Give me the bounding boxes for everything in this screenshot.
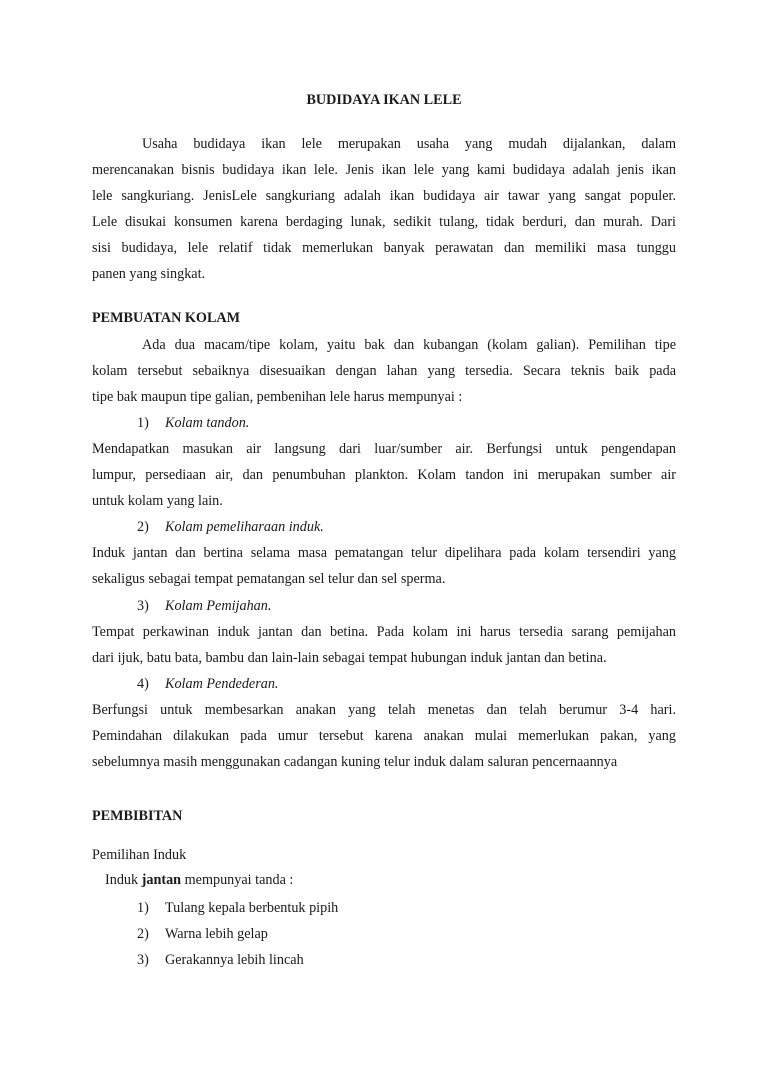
list-number: 2) bbox=[137, 926, 149, 942]
list-item bbox=[137, 899, 338, 917]
intro-line: sisi budidaya, lele relatif tidak memerlukan banyak perawatan dan memiliki masa tunggu bbox=[92, 240, 676, 256]
intro-bold-text: jantan bbox=[141, 872, 182, 888]
kolam-item-name: Kolam Pendederan. bbox=[165, 676, 279, 692]
pembibitan-intro bbox=[105, 871, 293, 889]
list-item bbox=[137, 951, 304, 969]
intro-line: Lele disukai konsumen karena berdaging lunak, sedikit tulang, tidak berduri, dan murah. Dari bbox=[92, 214, 676, 230]
list-number: 2) bbox=[137, 519, 149, 535]
list-item bbox=[137, 925, 268, 943]
kolam-intro-line: kolam tersebut sebaiknya disesuaikan dengan lahan yang tersedia. Secara teknis baik pada bbox=[92, 363, 676, 379]
kolam-item-desc-line: untuk kolam yang lain. bbox=[92, 493, 223, 509]
subsection-heading: Pemilihan Induk bbox=[92, 847, 187, 863]
kolam-item-desc-line: dari ijuk, batu bata, bambu dan lain-lain sebagai tempat hubungan induk jantan dan betina. bbox=[92, 650, 607, 666]
kolam-item-heading bbox=[137, 597, 271, 615]
kolam-item-name: Kolam tandon. bbox=[165, 415, 250, 431]
list-number: 3) bbox=[137, 598, 149, 614]
intro-line: panen yang singkat. bbox=[92, 266, 206, 282]
section-heading-pembibitan: PEMBIBITAN bbox=[92, 808, 183, 824]
kolam-item-heading bbox=[137, 414, 249, 432]
list-item-text: Warna lebih gelap bbox=[165, 926, 268, 942]
kolam-intro-line: Ada dua macam/tipe kolam, yaitu bak dan kubangan (kolam galian). Pemilihan tipe bbox=[142, 337, 676, 353]
kolam-item-desc-line: sekaligus sebagai tempat pematangan sel telur dan sel sperma. bbox=[92, 571, 446, 587]
list-number: 1) bbox=[137, 900, 149, 916]
list-number: 4) bbox=[137, 676, 149, 692]
kolam-item-heading bbox=[137, 675, 278, 693]
kolam-item-desc-line: Mendapatkan masukan air langsung dari luar/sumber air. Berfungsi untuk pengendapan bbox=[92, 441, 676, 457]
intro-line: lele sangkuriang. JenisLele sangkuriang adalah ikan budidaya air tawar yang sangat populer. bbox=[92, 188, 676, 204]
section-heading-pembuatan-kolam: PEMBUATAN KOLAM bbox=[92, 310, 241, 326]
kolam-item-desc-line: Pemindahan dilakukan pada umur tersebut karena anakan mulai memerlukan pakan, yang bbox=[92, 728, 676, 744]
kolam-item-desc-line: Berfungsi untuk membesarkan anakan yang telah menetas dan telah berumur 3-4 hari. bbox=[92, 702, 676, 718]
kolam-item-desc-line: Tempat perkawinan induk jantan dan betina. Pada kolam ini harus tersedia sarang pemijahan bbox=[92, 624, 676, 640]
list-number: 3) bbox=[137, 952, 149, 968]
kolam-intro-line: tipe bak maupun tipe galian, pembenihan lele harus mempunyai : bbox=[92, 389, 463, 405]
document-title: BUDIDAYA IKAN LELE bbox=[306, 92, 462, 108]
list-item-text: Tulang kepala berbentuk pipih bbox=[165, 900, 339, 916]
kolam-item-heading bbox=[137, 518, 324, 536]
kolam-item-name: Kolam pemeliharaan induk. bbox=[165, 519, 324, 535]
list-number: 1) bbox=[137, 415, 149, 431]
kolam-item-desc-line: Induk jantan dan bertina selama masa pematangan telur dipelihara pada kolam tersendiri yang bbox=[92, 545, 676, 561]
intro-text: mempunyai tanda : bbox=[181, 872, 294, 888]
kolam-item-name: Kolam Pemijahan. bbox=[165, 598, 272, 614]
kolam-item-desc-line: lumpur, persediaan air, dan penumbuhan plankton. Kolam tandon ini merupakan sumber air bbox=[92, 467, 676, 483]
kolam-item-desc-line: sebelumnya masih menggunakan cadangan kuning telur induk dalam saluran pencernaannya bbox=[92, 754, 618, 770]
list-item-text: Gerakannya lebih lincah bbox=[165, 952, 304, 968]
intro-line: Usaha budidaya ikan lele merupakan usaha yang mudah dijalankan, dalam bbox=[142, 136, 676, 152]
intro-text: Induk bbox=[105, 872, 142, 888]
intro-line: merencanakan bisnis budidaya ikan lele. Jenis ikan lele yang kami budidaya adalah jenis ikan bbox=[92, 162, 676, 178]
